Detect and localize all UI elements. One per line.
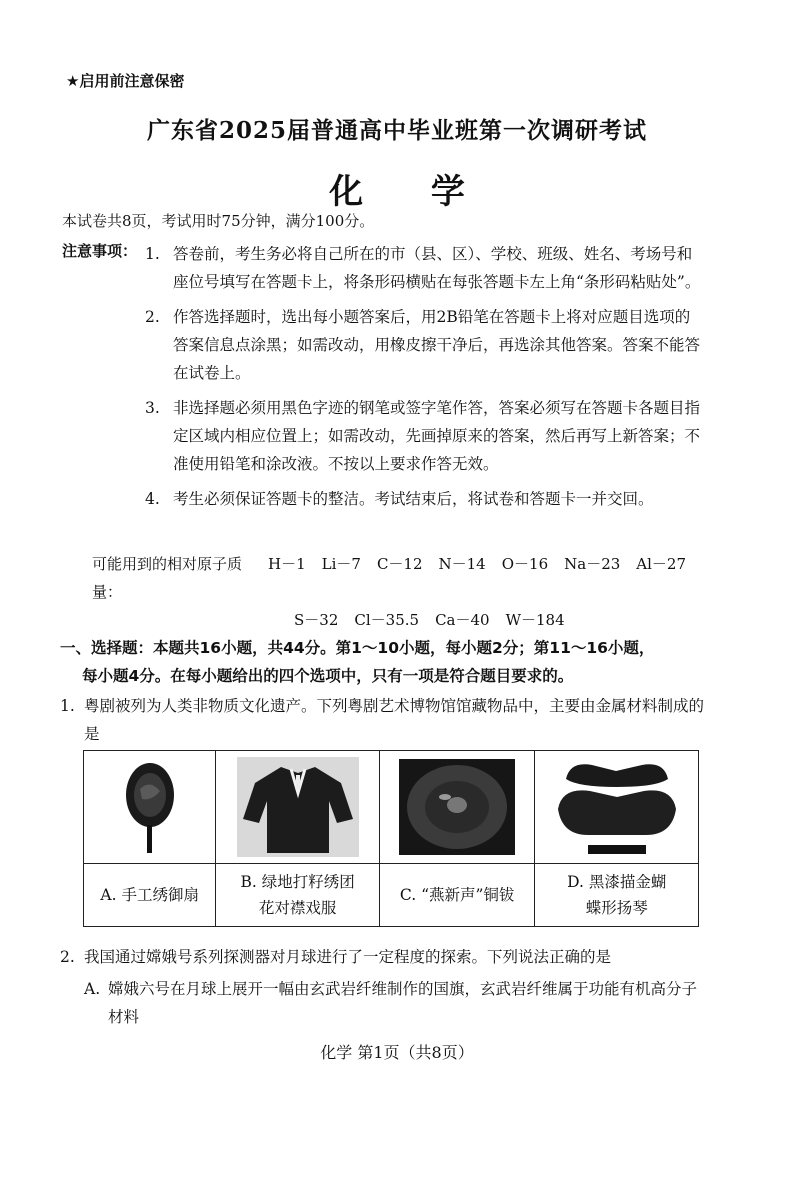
exam-title: 广东省2025届普通高中毕业班第一次调研考试	[146, 117, 647, 144]
option-d: D. 黑漆描金蝴 蝶形扬琴	[535, 864, 699, 927]
notice-item: 3. 非选择题必须用黑色字迹的钢笔或签字笔作答，答案必须写在答题卡各题目指定区域内相应位置上；如需改动，先画掉原来的答案，然后再写上新答案；不准使用铅笔和涂改液。不按以上要求作答无效。	[145, 399, 701, 473]
notice-item: 2. 作答选择题时，选出每小题答案后，用2B铅笔在答题卡上将对应题目选项的答案信息点涂黑；如需改动，用橡皮擦干净后，再选涂其他答案。答案不能答在试卷上。	[145, 308, 701, 382]
notice-item: 1. 答卷前，考生务必将自己所在的市（县、区）、学校、班级、姓名、考场号和座位号填写在答题卡上，将条形码横贴在每张答题卡左上角“条形码粘贴处”。	[145, 245, 701, 291]
atomic-mass: O－16	[501, 555, 549, 573]
cymbal-image	[399, 759, 515, 855]
option-b-image-cell	[216, 751, 380, 864]
atomic-mass: N－14	[438, 555, 486, 573]
option-c: C. “燕新声”铜钹	[379, 864, 535, 927]
question-text: 粤剧被列为人类非物质文化遗产。下列粤剧艺术博物馆馆藏物品中，主要由金属材料制成的是	[84, 697, 705, 743]
question-number: 2.	[60, 948, 75, 966]
option-c-image-cell	[379, 751, 535, 864]
options-table	[83, 750, 699, 927]
notice-list	[145, 240, 705, 520]
atomic-mass: W－184	[505, 611, 565, 629]
atomic-mass: H－1	[268, 555, 306, 573]
section-heading: 一、选择题：本题共16小题，共44分。第1～10小题，每小题2分；第11～16小题， 每小题4分。在每小题给出的四个选项中，只有一项是符合题目要求的。	[60, 639, 655, 685]
option-a: A. 手工绣御扇	[84, 864, 216, 927]
question-2	[60, 943, 710, 1031]
subject-title: 化 学	[329, 172, 493, 212]
atomic-mass: S－32	[294, 611, 339, 629]
question-1	[60, 692, 710, 748]
robe-image	[237, 757, 359, 857]
atomic-masses-label: 可能用到的相对原子质量：	[92, 555, 243, 601]
confidential-label: ★启用前注意保密	[66, 72, 185, 90]
notice-label: 注意事项：	[62, 242, 138, 260]
atomic-masses	[92, 550, 702, 634]
atomic-mass: Na－23	[564, 555, 621, 573]
option-b: B. 绿地打籽绣团 花对襟戏服	[216, 864, 380, 927]
atomic-mass: Al－27	[636, 555, 686, 573]
atomic-mass: Cl－35.5	[354, 611, 420, 629]
option-label: A.	[84, 980, 101, 998]
question-number: 1.	[60, 697, 75, 715]
atomic-mass: C－12	[376, 555, 423, 573]
atomic-mass: Li－7	[321, 555, 361, 573]
exam-intro: 本试卷共8页，考试用时75分钟，满分100分。	[62, 212, 375, 230]
option-a-image-cell	[84, 751, 216, 864]
atomic-mass: Ca－40	[435, 611, 490, 629]
option-text: 嫦娥六号在月球上展开一幅由玄武岩纤维制作的国旗，玄武岩纤维属于功能有机高分子材料	[108, 980, 698, 1026]
notice-item: 4. 考生必须保证答题卡的整洁。考试结束后，将试卷和答题卡一并交回。	[145, 490, 654, 508]
fan-image	[120, 759, 180, 855]
dulcimer-image	[556, 757, 678, 857]
page-footer: 化学 第1页（共8页）	[320, 1043, 474, 1062]
question-text: 我国通过嫦娥号系列探测器对月球进行了一定程度的探索。下列说法正确的是	[84, 948, 612, 966]
option-d-image-cell	[535, 751, 699, 864]
